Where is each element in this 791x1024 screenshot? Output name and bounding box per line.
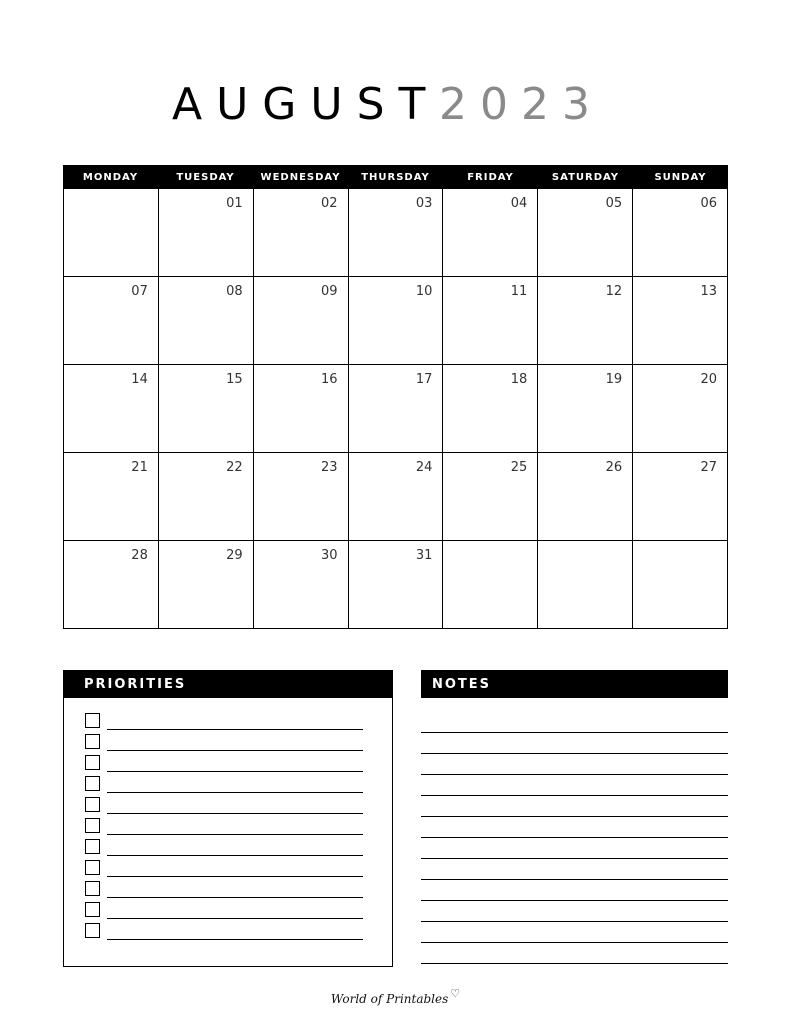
write-line bbox=[107, 729, 363, 730]
priorities-heading: PRIORITIES bbox=[63, 670, 393, 698]
weekday-thursday: THURSDAY bbox=[361, 171, 430, 183]
day-cell bbox=[443, 541, 538, 629]
write-line bbox=[107, 750, 363, 751]
day-cell bbox=[64, 189, 159, 277]
day-cell bbox=[349, 541, 444, 629]
day-cell bbox=[633, 365, 728, 453]
day-number: 02 bbox=[321, 196, 338, 211]
day-number: 17 bbox=[415, 372, 433, 387]
checkbox-icon[interactable] bbox=[85, 734, 100, 749]
day-number: 20 bbox=[700, 372, 717, 387]
day-cell bbox=[159, 365, 254, 453]
footer-brand bbox=[0, 988, 791, 1007]
calendar-grid bbox=[63, 189, 728, 629]
note-line bbox=[421, 900, 728, 901]
note-line bbox=[421, 774, 728, 775]
day-cell bbox=[159, 541, 254, 629]
heart-icon: ♡ bbox=[450, 987, 461, 1000]
day-cell bbox=[443, 277, 538, 365]
page-title bbox=[0, 80, 791, 130]
day-cell bbox=[159, 453, 254, 541]
day-cell bbox=[633, 453, 728, 541]
day-cell bbox=[254, 189, 349, 277]
checkbox-icon[interactable] bbox=[85, 902, 100, 917]
note-line bbox=[421, 732, 728, 733]
priorities-panel bbox=[63, 670, 393, 967]
checkbox-icon[interactable] bbox=[85, 818, 100, 833]
day-number: 25 bbox=[510, 460, 528, 475]
day-number: 06 bbox=[700, 196, 717, 211]
day-number: 15 bbox=[226, 372, 243, 387]
day-number: 28 bbox=[131, 548, 148, 563]
write-line bbox=[107, 939, 363, 940]
checkbox-icon[interactable] bbox=[85, 755, 100, 770]
write-line bbox=[107, 771, 363, 772]
checkbox-icon[interactable] bbox=[85, 797, 100, 812]
day-number: 14 bbox=[131, 372, 148, 387]
priority-item bbox=[85, 776, 363, 793]
note-line bbox=[421, 879, 728, 880]
day-number: 30 bbox=[321, 548, 338, 563]
day-cell bbox=[538, 189, 633, 277]
write-line bbox=[107, 855, 363, 856]
priority-item bbox=[85, 734, 363, 751]
note-line bbox=[421, 753, 728, 754]
day-number: 24 bbox=[415, 460, 433, 475]
checkbox-icon[interactable] bbox=[85, 923, 100, 938]
note-line bbox=[421, 837, 728, 838]
day-cell bbox=[538, 277, 633, 365]
day-number: 23 bbox=[321, 460, 338, 475]
priority-item bbox=[85, 923, 363, 940]
note-line bbox=[421, 963, 728, 964]
day-number: 27 bbox=[700, 460, 717, 475]
priorities-list bbox=[63, 698, 393, 967]
brand-logo-text: World of Printables bbox=[330, 992, 449, 1006]
weekday-header-row bbox=[63, 165, 728, 189]
day-cell bbox=[254, 453, 349, 541]
day-number: 18 bbox=[510, 372, 528, 387]
day-cell bbox=[538, 541, 633, 629]
write-line bbox=[107, 897, 363, 898]
checkbox-icon[interactable] bbox=[85, 839, 100, 854]
day-number: 04 bbox=[510, 196, 528, 211]
day-number: 08 bbox=[226, 284, 243, 299]
day-cell bbox=[633, 541, 728, 629]
month-calendar bbox=[63, 165, 728, 629]
notes-heading: NOTES bbox=[421, 670, 728, 698]
day-number: 13 bbox=[700, 284, 717, 299]
day-cell bbox=[538, 453, 633, 541]
day-cell bbox=[64, 541, 159, 629]
day-number: 11 bbox=[510, 284, 528, 299]
day-number: 10 bbox=[415, 284, 433, 299]
day-cell bbox=[254, 277, 349, 365]
write-line bbox=[107, 792, 363, 793]
checkbox-icon[interactable] bbox=[85, 713, 100, 728]
day-number: 09 bbox=[321, 284, 338, 299]
day-cell bbox=[443, 365, 538, 453]
day-cell bbox=[254, 365, 349, 453]
checkbox-icon[interactable] bbox=[85, 860, 100, 875]
title-month: AUGUST bbox=[172, 79, 440, 130]
day-number: 07 bbox=[131, 284, 148, 299]
day-number: 05 bbox=[605, 196, 623, 211]
checkbox-icon[interactable] bbox=[85, 776, 100, 791]
day-number: 12 bbox=[605, 284, 623, 299]
day-number: 03 bbox=[415, 196, 433, 211]
write-line bbox=[107, 813, 363, 814]
weekday-wednesday: WEDNESDAY bbox=[260, 171, 341, 183]
day-cell bbox=[64, 277, 159, 365]
priority-item bbox=[85, 860, 363, 877]
day-number: 16 bbox=[321, 372, 338, 387]
day-cell bbox=[64, 365, 159, 453]
day-cell bbox=[254, 541, 349, 629]
day-cell bbox=[633, 189, 728, 277]
day-cell bbox=[443, 453, 538, 541]
write-line bbox=[107, 834, 363, 835]
day-number: 01 bbox=[226, 196, 243, 211]
weekday-monday: MONDAY bbox=[82, 171, 139, 183]
write-line bbox=[107, 876, 363, 877]
day-number: 26 bbox=[605, 460, 623, 475]
day-cell bbox=[159, 277, 254, 365]
day-cell bbox=[349, 365, 444, 453]
day-cell bbox=[349, 453, 444, 541]
weekday-sunday: SUNDAY bbox=[654, 171, 707, 183]
weekday-saturday: SATURDAY bbox=[551, 171, 620, 183]
day-cell bbox=[633, 277, 728, 365]
day-number: 21 bbox=[131, 460, 148, 475]
day-cell bbox=[349, 189, 444, 277]
priority-item bbox=[85, 881, 363, 898]
note-line bbox=[421, 795, 728, 796]
day-cell bbox=[64, 453, 159, 541]
note-line bbox=[421, 816, 728, 817]
priority-item bbox=[85, 839, 363, 856]
write-line bbox=[107, 918, 363, 919]
note-line bbox=[421, 921, 728, 922]
day-number: 22 bbox=[226, 460, 243, 475]
weekday-friday: FRIDAY bbox=[467, 171, 514, 183]
note-line bbox=[421, 858, 728, 859]
day-number: 19 bbox=[605, 372, 623, 387]
priority-item bbox=[85, 902, 363, 919]
weekday-tuesday: TUESDAY bbox=[176, 171, 235, 183]
title-year: 2023 bbox=[439, 79, 603, 130]
notes-panel bbox=[421, 670, 728, 970]
priority-item bbox=[85, 797, 363, 814]
priority-item bbox=[85, 713, 363, 730]
day-cell bbox=[159, 189, 254, 277]
day-cell bbox=[443, 189, 538, 277]
checkbox-icon[interactable] bbox=[85, 881, 100, 896]
day-number: 31 bbox=[415, 548, 433, 563]
priority-item bbox=[85, 755, 363, 772]
day-number: 29 bbox=[226, 548, 243, 563]
day-cell bbox=[349, 277, 444, 365]
note-line bbox=[421, 942, 728, 943]
priority-item bbox=[85, 818, 363, 835]
day-cell bbox=[538, 365, 633, 453]
